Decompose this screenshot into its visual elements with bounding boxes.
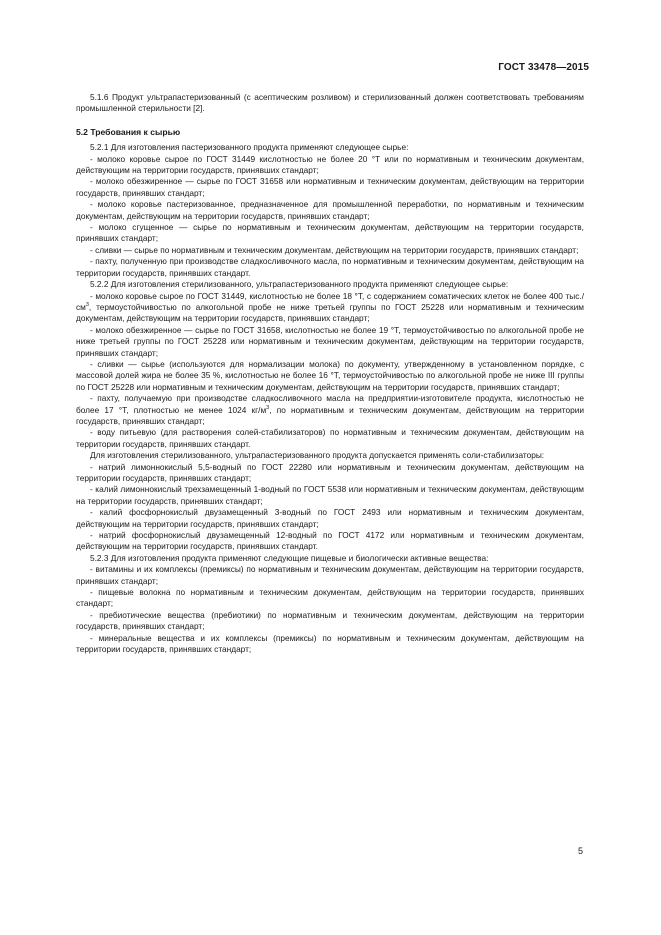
list-item: - пахту, полученную при производстве сладкосливочного масла, по нормативным и техническим документам, действующим на территории государств, принявших стандарт. bbox=[76, 256, 584, 278]
section-heading-5-2: 5.2 Требования к сырью bbox=[76, 126, 181, 137]
page-number: 5 bbox=[577, 846, 583, 856]
clause-5-1-6: 5.1.6 Продукт ультрапастеризованный (с асептическим розливом) и стерилизованный должен соответствовать требованиям промышленной стерильности [2]. bbox=[76, 92, 584, 114]
list-item: - молоко обезжиренное — сырье по ГОСТ 31658 или нормативным и техническим документам, действующим на территории государств, принявших стандарт; bbox=[76, 176, 584, 198]
list-item: - молоко коровье сырое по ГОСТ 31449 кислотностью не более 20 °Т или по нормативным и техническим документам, действующим на территории государств, принявших стандарт; bbox=[76, 153, 584, 176]
list-item: - сливки — сырье (используются для нормализации молока) по документу, утвержденному в установленном порядке, с массовой долей жира не более 35 %, кислотностью не более 16 °Т, термоустойчивостью по алкогольной пробе не ниже III группы по ГОСТ 25228 или нормативным и техническим документам, действующим на территории государств, принявших стандарт; bbox=[76, 358, 584, 392]
list-5-2-3 bbox=[76, 564, 584, 655]
list-item: - минеральные вещества и их комплексы (премиксы) по нормативным и техническим документам, действующим на территории государств, принявших стандарт; bbox=[76, 632, 584, 655]
standard-header: ГОСТ 33478—2015 bbox=[498, 62, 589, 73]
list-item: - натрий фосфорнокислый двузамещенный 12-водный по ГОСТ 4172 или нормативным и техническим документам, действующим на территории государств, принявших стандарт. bbox=[76, 530, 584, 552]
list-item: - пахту, получаемую при производстве сладкосливочного масла на предприятии-изготовителе продукта, кислотностью не более 17 °Т, плотностью не менее 1024 $кг/м^3$, по нормативным и техническим документам, действующим на территории государств, принявших стандарт; bbox=[76, 393, 585, 426]
clause-5-2-3: 5.2.3 Для изготовления продукта применяют следующие пищевые и биологически активные вещества: bbox=[90, 552, 489, 563]
list-item: - молоко коровье пастеризованное, предназначенное для промышленной переработки, по нормативным и техническим документам, действующим на территории государств, принявших стандарт; bbox=[76, 199, 584, 221]
list-item: - сливки — сырье по нормативным и техническим документам, действующим на территории государств, принявших стандарт; bbox=[90, 244, 579, 255]
list-5-2-1 bbox=[76, 154, 584, 279]
list-item: - пребиотические вещества (пребиотики) по нормативным и техническим документам, действующим на территории государств, принявших стандарт; bbox=[76, 609, 584, 632]
list-5-2-2 bbox=[76, 291, 584, 451]
list-item: - натрий лимоннокислый 5,5-водный по ГОСТ 22280 или нормативным и техническим документам, действующим на территории государств, принявших стандарт; bbox=[76, 461, 584, 483]
document-body bbox=[76, 92, 584, 656]
list-item: - молоко обезжиренное — сырье по ГОСТ 31658, кислотностью не более 19 °Т, термоустойчивостью по алкогольной пробе не ниже третьей группы по ГОСТ 25228 или нормативным и техническим документам, действующим на территории государств, принявших стандарт; bbox=[76, 324, 584, 358]
list-item: - калий фосфорнокислый двузамещенный 3-водный по ГОСТ 2493 или нормативным и техническим документам, действующим на территории государств, принявших стандарт; bbox=[76, 507, 584, 529]
list-salts bbox=[76, 462, 584, 553]
salts-intro: Для изготовления стерилизованного, ультрапастеризованного продукта допускается применять соли-стабилизаторы: bbox=[90, 450, 545, 461]
clause-5-2-2: 5.2.2 Для изготовления стерилизованного, ультрапастеризованного продукта применяют следующее сырье: bbox=[90, 279, 509, 290]
list-item: - молоко коровье сырое по ГОСТ 31449, кислотностью не более 18 °Т, с содержанием соматических клеток не более 400 $тыс./см^3$, термоустойчивостью по алкогольной пробе не ниже третьей группы по ГОСТ 25228 или нормативным и техническим документам, действующим на территории государств, принявших стандарт; bbox=[76, 290, 584, 324]
list-item: - молоко сгущенное — сырье по нормативным и техническим документам, действующим на территории государств, принявших стандарт; bbox=[76, 222, 584, 244]
list-item: - воду питьевую (для растворения солей-стабилизаторов) по нормативным и техническим документам, действующим на территории государств, принявших стандарт. bbox=[76, 427, 584, 449]
clause-5-2-1: 5.2.1 Для изготовления пастеризованного продукта применяют следующее сырье: bbox=[90, 142, 409, 153]
list-item: - витамины и их комплексы (премиксы) по нормативным и техническим документам, действующим на территории государств, принявших стандарт; bbox=[76, 564, 584, 586]
list-item: - калий лимоннокислый трехзамещенный 1-водный по ГОСТ 5538 или нормативным и техническим документам, действующим на территории государств, принявших стандарт; bbox=[76, 484, 584, 506]
list-item: - пищевые волокна по нормативным и техническим документам, действующим на территории государств, принявших стандарт; bbox=[76, 587, 584, 609]
